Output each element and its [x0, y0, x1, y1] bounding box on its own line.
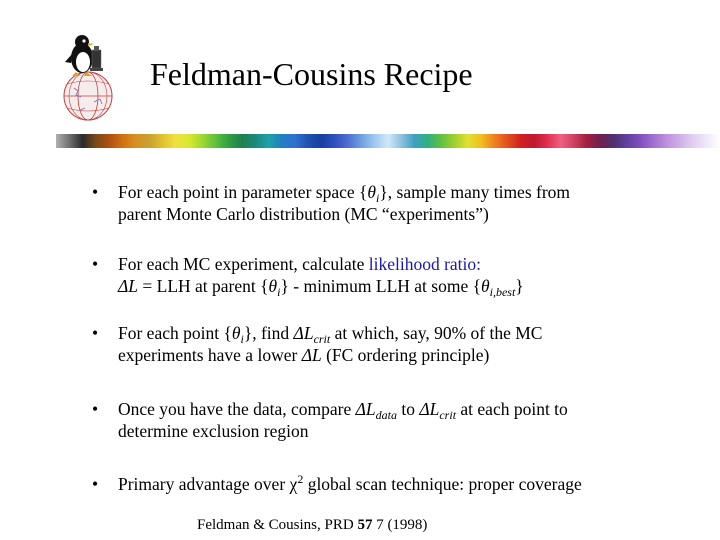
- text-segment: at which, say, 90% of the MC: [330, 323, 543, 343]
- math-symbol: ΔL: [301, 345, 322, 365]
- math-symbol: χ: [289, 474, 298, 494]
- bullet-line: [118, 344, 489, 366]
- citation-footer: [197, 517, 427, 534]
- bullet-marker: •: [92, 474, 99, 494]
- text-segment: Once you have the data, compare: [118, 399, 356, 419]
- text-segment: to: [396, 399, 420, 419]
- citation-text: Feldman & Cousins, PRD: [197, 517, 358, 533]
- math-symbol: ΔL: [355, 399, 376, 419]
- bullet-line: parent Monte Carlo distribution (MC “experiments”): [118, 204, 489, 224]
- math-symbol: θ: [268, 276, 278, 296]
- bullet-line: [118, 322, 542, 344]
- math-symbol: ΔL: [293, 323, 314, 343]
- math-symbol: ΔL: [118, 276, 139, 296]
- math-subscript: i,best: [489, 285, 516, 299]
- text-segment: For each MC experiment, calculate: [118, 254, 369, 274]
- bullet-line: [118, 253, 481, 275]
- penguin-globe-logo: [52, 28, 122, 122]
- text-segment: global scan technique: proper coverage: [303, 474, 582, 494]
- text-segment: (FC ordering principle): [321, 345, 490, 365]
- bullet-marker: •: [92, 182, 99, 202]
- math-superscript: 2: [297, 472, 304, 486]
- math-symbol: θ: [481, 276, 490, 296]
- math-subscript: i: [240, 332, 244, 346]
- text-segment: experiments have a lower: [118, 345, 302, 365]
- bullet-line: [118, 473, 582, 495]
- math-subscript: i: [376, 191, 380, 205]
- math-subscript: data: [375, 408, 397, 422]
- text-segment: For each point {: [118, 323, 232, 343]
- citation-volume: 57: [357, 517, 373, 533]
- bullet-marker: •: [92, 399, 99, 419]
- bullet-line: [118, 181, 570, 203]
- math-subscript: crit: [439, 408, 457, 422]
- text-segment: Primary advantage over: [118, 474, 290, 494]
- bullet-marker: •: [92, 323, 99, 343]
- slide-title: Feldman-Cousins Recipe: [150, 56, 473, 92]
- math-symbol: θ: [367, 182, 377, 202]
- text-segment: }: [515, 276, 524, 296]
- likelihood-ratio-link[interactable]: likelihood ratio: [368, 254, 477, 274]
- math-symbol: θ: [231, 323, 241, 343]
- text-segment: For each point in parameter space {: [118, 182, 368, 202]
- math-subscript: crit: [313, 332, 331, 346]
- math-subscript: i: [277, 285, 281, 299]
- text-segment: = LLH at parent {: [138, 276, 269, 296]
- bullet-marker: •: [92, 254, 99, 274]
- text-segment: }, sample many times from: [379, 182, 571, 202]
- text-segment: :: [476, 254, 482, 274]
- math-symbol: ΔL: [419, 399, 440, 419]
- text-segment: }, find: [243, 323, 294, 343]
- text-segment: at each point to: [456, 399, 568, 419]
- bullet-line: [118, 398, 568, 420]
- citation-text: 7 (1998): [372, 517, 428, 533]
- bullet-line: [118, 275, 524, 297]
- rainbow-divider-bar: [56, 134, 720, 148]
- bullet-line: determine exclusion region: [118, 421, 309, 441]
- text-segment: } - minimum LLH at some {: [280, 276, 482, 296]
